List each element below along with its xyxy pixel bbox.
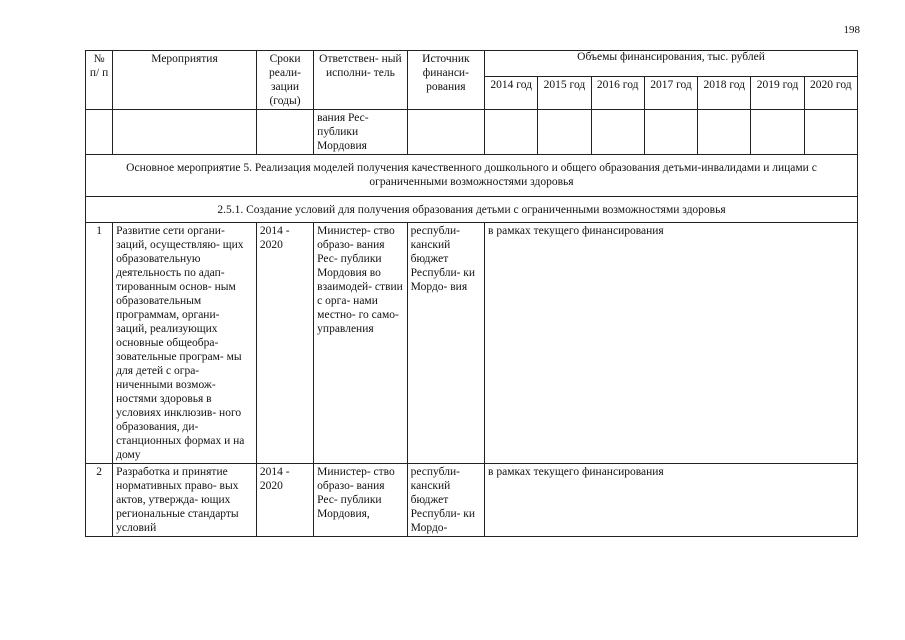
header-terms: Сроки реали- зации (годы) — [256, 51, 313, 110]
header-responsible: Ответствен- ный исполни- тель — [314, 51, 407, 110]
row-num: 1 — [86, 223, 113, 464]
header-year: 2016 год — [591, 77, 644, 110]
row-funding: в рамках текущего финансирования — [485, 464, 858, 537]
page-number: 198 — [843, 24, 860, 36]
section-sub-row — [86, 197, 858, 223]
continuation-row — [86, 110, 858, 155]
row-activity: Разработка и принятие нормативных право- вых актов, утвержда- ющих региональные стандарты условий — [113, 464, 257, 537]
section-sub-title: 2.5.1. Создание условий для получения образования детьми с ограниченными возможностями здоровья — [86, 197, 858, 223]
header-source: Источник финанси- рования — [407, 51, 484, 110]
header-activity: Мероприятия — [113, 51, 257, 110]
header-funding: Объемы финансирования, тыс. рублей — [485, 51, 858, 77]
continuation-responsible: вания Рес- публики Мордовия — [314, 110, 407, 155]
section-main-title: Основное мероприятие 5. Реализация моделей получения качественного дошкольного и общего образования детьми-инвалидами и лицами с ограниченными возможностями здоровья — [86, 155, 858, 197]
row-terms: 2014 - 2020 — [256, 464, 313, 537]
header-year: 2017 год — [644, 77, 697, 110]
row-activity: Развитие сети органи- заций, осуществляю- щих образовательную деятельность по адап- тированным основ- ным образовательным программам, органи- заций, реализующих основные общеобра- зовательные програм- мы для детей с огра- ниченными возмож- ностями здоровья в условиях инклюзив- ного образования, ди- станционных формах и на дому — [113, 223, 257, 464]
section-main-row — [86, 155, 858, 197]
row-funding: в рамках текущего финансирования — [485, 223, 858, 464]
header-num: № п/ п — [86, 51, 113, 110]
row-responsible: Министер- ство образо- вания Рес- публики Мордовия, — [314, 464, 407, 537]
row-terms: 2014 - 2020 — [256, 223, 313, 464]
header-year: 2019 год — [751, 77, 804, 110]
row-num: 2 — [86, 464, 113, 537]
header-year: 2020 год — [804, 77, 857, 110]
row-source: республи- канский бюджет Республи- ки Мордо- вия — [407, 223, 484, 464]
header-year: 2014 год — [485, 77, 538, 110]
row-responsible: Министер- ство образо- вания Рес- публики Мордовия во взаимодей- ствии с орга- нами местно- го само- управления — [314, 223, 407, 464]
table-row — [86, 464, 858, 537]
header-row — [86, 51, 858, 77]
row-source: республи- канский бюджет Республи- ки Мордо- — [407, 464, 484, 537]
header-year: 2015 год — [538, 77, 591, 110]
table-row — [86, 223, 858, 464]
header-year: 2018 год — [698, 77, 751, 110]
financing-table — [85, 50, 858, 537]
